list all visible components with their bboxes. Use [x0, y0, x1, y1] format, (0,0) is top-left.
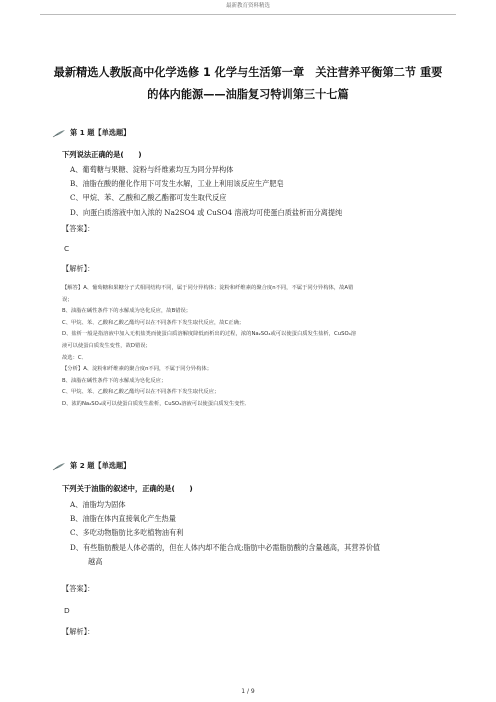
- analysis-text: [62, 283, 448, 411]
- answer-value: C: [64, 244, 70, 253]
- question-2-title: 第 2 题【单选题】: [70, 461, 131, 470]
- option-d[interactable]: D、向蛋白质溶液中加入浓的 Na2SO4 或 CuSO4 溶液均可使蛋白质盐析而分离提纯: [70, 207, 343, 217]
- question-1-title: 第 1 题【单选题】: [70, 128, 131, 137]
- analysis-line: B、油脂在碱性条件下的水解成为皂化反应；: [62, 377, 167, 384]
- analysis-line: 【分析】A、淀粉和纤维素的聚合度n不同，不属于同分异构体；: [62, 366, 212, 373]
- page-header: 最新教育资料精选: [40, 0, 456, 15]
- question-2-header: [52, 461, 130, 471]
- option-a[interactable]: A、葡萄糖与果糖、淀粉与纤维素均互为同分异构体: [70, 165, 234, 174]
- option-d-continued: 越高: [88, 556, 103, 566]
- analysis-line: B、油脂在碱性条件下的水解成为皂化反应，故B错误；: [62, 308, 192, 315]
- quill-icon: [52, 462, 66, 471]
- option-a[interactable]: A、油脂均为固体: [70, 500, 126, 509]
- analysis-label: 【解析】：: [62, 627, 95, 636]
- answer-value: D: [64, 606, 70, 615]
- question-2-options: [70, 498, 450, 569]
- analysis-line: D、浓的Na₂SO₄或可以使蛋白质发生盐析，CuSO₄溶液可以使蛋白质发生变性．: [62, 400, 251, 407]
- option-c[interactable]: C、多吃动物脂肪比多吃植物油有利: [70, 528, 184, 538]
- page-number: 1 / 9: [241, 688, 255, 695]
- title-line-2: 的体内能源——油脂复习特训第三十七篇: [147, 88, 349, 101]
- analysis-line: 故选：C．: [62, 354, 87, 361]
- analysis-line: D、盐析一般是指溶液中加入无机盐类而使蛋白质溶解度降低而析出的过程，浓的Na₂SO₄或可以使蛋白质发生盐析，CuSO₄溶: [62, 331, 357, 338]
- option-c[interactable]: C、甲烷、苯、乙酸和乙酸乙酯都可发生取代反应: [70, 193, 227, 203]
- analysis-line: C、甲烷、苯、乙酸和乙酸乙酯均可以在不同条件下发生取代反应，故C正确；: [62, 319, 245, 326]
- question-1-options: [70, 163, 450, 220]
- analysis-line: 【解答】A、葡萄糖和果糖分子式相同结构不同，属于同分异构体；淀粉和纤维素的聚合度n不同，不属于同分异构体，故A错: [62, 285, 354, 291]
- option-b[interactable]: B、油脂在酸的催化作用下可发生水解，工业上利用该反应生产肥皂: [70, 179, 284, 189]
- question-1-header: [52, 128, 130, 138]
- analysis-line: 误；: [62, 296, 73, 303]
- answer-label: 【答案】：: [62, 224, 95, 233]
- option-d[interactable]: D、有些脂肪酸是人体必需的，但在人体内却不能合成;脂肪中必需脂肪酸的含量越高，其营养价值: [70, 542, 381, 552]
- document-title: [40, 62, 456, 106]
- question-1-stem: 下列说法正确的是( ): [62, 150, 142, 159]
- analysis-line: 液可以使蛋白质发生变性，故D错误；: [62, 342, 151, 349]
- analysis-label: 【解析】：: [62, 264, 95, 273]
- option-b[interactable]: B、油脂在体内直接氧化产生热量: [70, 514, 176, 524]
- answer-label: 【答案】：: [62, 584, 95, 593]
- quill-icon: [52, 129, 66, 138]
- title-line-1: 最新精选人教版高中化学选修 1 化学与生活第一章 关注营养平衡第二节 重要: [53, 66, 443, 79]
- question-2-stem: 下列关于油脂的叙述中，正确的是( ): [62, 484, 193, 493]
- analysis-line: C、甲烷、苯、乙酸和乙酸乙酯均可以在不同条件下发生取代反应；: [62, 389, 220, 396]
